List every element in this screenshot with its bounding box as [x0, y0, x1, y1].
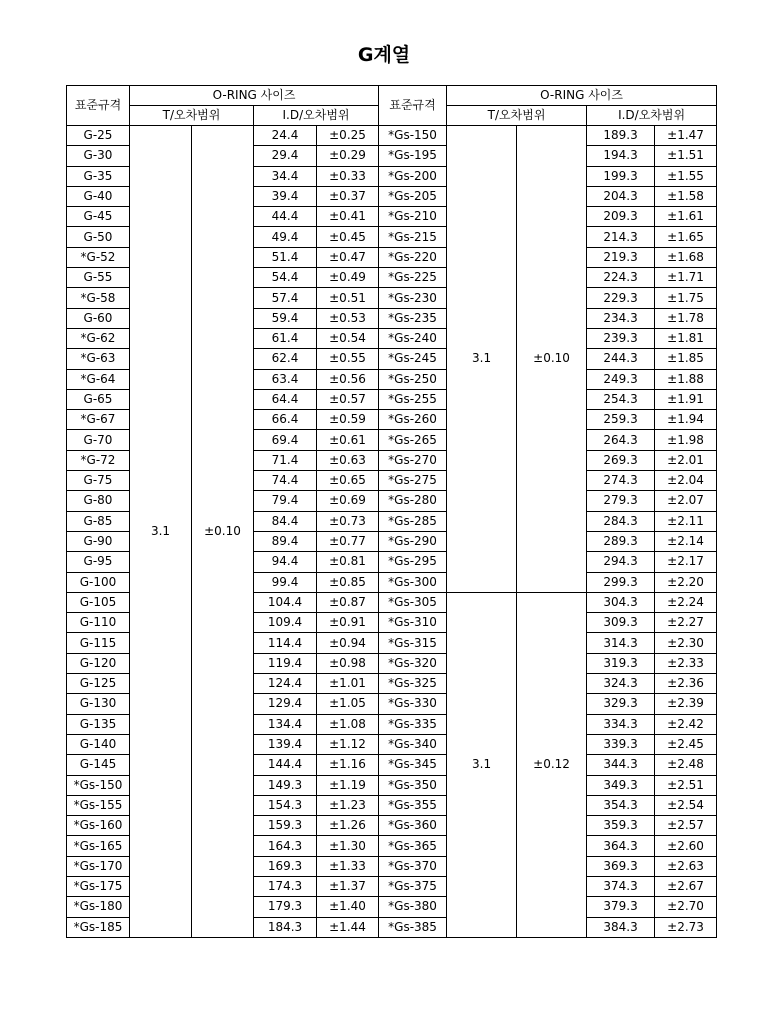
oring-header-right: O-RING 사이즈: [447, 86, 717, 106]
std-header-left: 표준규격: [67, 86, 130, 126]
id-tol-left: ±0.85: [317, 572, 379, 592]
header-row-1: [67, 86, 717, 106]
std-right: *Gs-300: [379, 572, 447, 592]
std-left: G-135: [67, 714, 130, 734]
id-tol-left: ±0.65: [317, 471, 379, 491]
id-tol-left: ±0.47: [317, 247, 379, 267]
oring-header-left: O-RING 사이즈: [130, 86, 379, 106]
std-right: *Gs-290: [379, 531, 447, 551]
id-right: 354.3: [587, 795, 655, 815]
std-left: *Gs-155: [67, 795, 130, 815]
id-tol-right: ±1.58: [655, 186, 717, 206]
std-left: G-25: [67, 126, 130, 146]
id-right: 329.3: [587, 694, 655, 714]
id-right: 204.3: [587, 186, 655, 206]
thickness-tol-right: ±0.12: [517, 592, 587, 937]
id-tol-right: ±1.55: [655, 166, 717, 186]
std-left: G-145: [67, 755, 130, 775]
id-tol-right: ±2.57: [655, 816, 717, 836]
id-right: 234.3: [587, 308, 655, 328]
id-tol-left: ±0.33: [317, 166, 379, 186]
id-left: 66.4: [254, 410, 317, 430]
id-left: 61.4: [254, 328, 317, 348]
id-tol-right: ±1.88: [655, 369, 717, 389]
std-left: G-65: [67, 389, 130, 409]
id-right: 219.3: [587, 247, 655, 267]
id-left: 71.4: [254, 450, 317, 470]
std-left: *G-72: [67, 450, 130, 470]
id-left: 89.4: [254, 531, 317, 551]
id-right: 279.3: [587, 491, 655, 511]
std-right: *Gs-365: [379, 836, 447, 856]
id-left: 129.4: [254, 694, 317, 714]
id-tol-left: ±0.61: [317, 430, 379, 450]
id-left: 54.4: [254, 268, 317, 288]
id-tol-right: ±1.75: [655, 288, 717, 308]
std-left: G-130: [67, 694, 130, 714]
id-right: 349.3: [587, 775, 655, 795]
std-right: *Gs-275: [379, 471, 447, 491]
id-tol-left: ±1.05: [317, 694, 379, 714]
std-left: *Gs-175: [67, 876, 130, 896]
id-right: 259.3: [587, 410, 655, 430]
std-right: *Gs-150: [379, 126, 447, 146]
id-tol-right: ±2.67: [655, 876, 717, 896]
id-tol-right: ±1.78: [655, 308, 717, 328]
std-right: *Gs-340: [379, 734, 447, 754]
std-right: *Gs-210: [379, 207, 447, 227]
std-left: G-45: [67, 207, 130, 227]
std-left: G-100: [67, 572, 130, 592]
std-left: G-105: [67, 592, 130, 612]
id-tol-left: ±0.56: [317, 369, 379, 389]
id-left: 51.4: [254, 247, 317, 267]
id-left: 124.4: [254, 674, 317, 694]
id-left: 69.4: [254, 430, 317, 450]
id-tol-right: ±2.54: [655, 795, 717, 815]
oring-spec-table: [66, 85, 717, 938]
id-tol-left: ±1.40: [317, 897, 379, 917]
id-right: 264.3: [587, 430, 655, 450]
id-tol-left: ±1.23: [317, 795, 379, 815]
std-right: *Gs-220: [379, 247, 447, 267]
id-tol-right: ±2.24: [655, 592, 717, 612]
std-right: *Gs-370: [379, 856, 447, 876]
id-left: 159.3: [254, 816, 317, 836]
std-right: *Gs-325: [379, 674, 447, 694]
id-left: 57.4: [254, 288, 317, 308]
id-tol-right: ±2.17: [655, 552, 717, 572]
thickness-right: 3.1: [447, 126, 517, 593]
id-tol-left: ±0.29: [317, 146, 379, 166]
id-tol-left: ±0.63: [317, 450, 379, 470]
id-tol-right: ±1.51: [655, 146, 717, 166]
id-tol-right: ±1.71: [655, 268, 717, 288]
id-left: 49.4: [254, 227, 317, 247]
std-right: *Gs-265: [379, 430, 447, 450]
std-right: *Gs-355: [379, 795, 447, 815]
id-right: 359.3: [587, 816, 655, 836]
id-left: 34.4: [254, 166, 317, 186]
std-right: *Gs-320: [379, 653, 447, 673]
id-tol-left: ±0.45: [317, 227, 379, 247]
id-tol-right: ±2.51: [655, 775, 717, 795]
id-left: 59.4: [254, 308, 317, 328]
id-left: 119.4: [254, 653, 317, 673]
std-left: G-30: [67, 146, 130, 166]
std-left: *G-58: [67, 288, 130, 308]
std-right: *Gs-360: [379, 816, 447, 836]
id-tol-left: ±1.08: [317, 714, 379, 734]
id-left: 154.3: [254, 795, 317, 815]
std-left: *G-62: [67, 328, 130, 348]
std-right: *Gs-350: [379, 775, 447, 795]
id-tol-left: ±0.94: [317, 633, 379, 653]
id-tol-right: ±1.94: [655, 410, 717, 430]
std-right: *Gs-225: [379, 268, 447, 288]
id-right: 189.3: [587, 126, 655, 146]
id-tol-left: ±1.16: [317, 755, 379, 775]
std-right: *Gs-215: [379, 227, 447, 247]
id-tol-left: ±0.25: [317, 126, 379, 146]
id-left: 44.4: [254, 207, 317, 227]
id-tol-left: ±0.77: [317, 531, 379, 551]
id-right: 239.3: [587, 328, 655, 348]
std-left: G-140: [67, 734, 130, 754]
id-tol-left: ±0.73: [317, 511, 379, 531]
id-left: 94.4: [254, 552, 317, 572]
id-right: 289.3: [587, 531, 655, 551]
std-right: *Gs-270: [379, 450, 447, 470]
std-left: G-90: [67, 531, 130, 551]
id-tol-right: ±2.01: [655, 450, 717, 470]
id-tol-right: ±1.61: [655, 207, 717, 227]
id-right: 299.3: [587, 572, 655, 592]
std-left: *G-67: [67, 410, 130, 430]
id-left: 114.4: [254, 633, 317, 653]
std-right: *Gs-375: [379, 876, 447, 896]
std-left: G-70: [67, 430, 130, 450]
id-tol-left: ±0.54: [317, 328, 379, 348]
id-tol-left: ±0.53: [317, 308, 379, 328]
id-left: 62.4: [254, 349, 317, 369]
id-left: 84.4: [254, 511, 317, 531]
std-left: *G-64: [67, 369, 130, 389]
id-tol-right: ±1.68: [655, 247, 717, 267]
thickness-tol-left: ±0.10: [192, 126, 254, 938]
id-left: 174.3: [254, 876, 317, 896]
id-tol-right: ±2.36: [655, 674, 717, 694]
id-tol-left: ±0.69: [317, 491, 379, 511]
std-right: *Gs-315: [379, 633, 447, 653]
std-left: *Gs-160: [67, 816, 130, 836]
id-tol-right: ±1.98: [655, 430, 717, 450]
id-tol-left: ±0.59: [317, 410, 379, 430]
id-tol-right: ±1.47: [655, 126, 717, 146]
id-right: 369.3: [587, 856, 655, 876]
id-tol-right: ±1.85: [655, 349, 717, 369]
id-tol-right: ±1.65: [655, 227, 717, 247]
id-right: 209.3: [587, 207, 655, 227]
id-tol-left: ±1.19: [317, 775, 379, 795]
t-tol-header-right: T/오차범위: [447, 106, 587, 126]
id-right: 309.3: [587, 613, 655, 633]
id-right: 339.3: [587, 734, 655, 754]
id-tol-right: ±2.60: [655, 836, 717, 856]
std-right: *Gs-205: [379, 186, 447, 206]
std-left: G-55: [67, 268, 130, 288]
id-left: 134.4: [254, 714, 317, 734]
id-right: 244.3: [587, 349, 655, 369]
id-right: 284.3: [587, 511, 655, 531]
std-left: *G-63: [67, 349, 130, 369]
id-left: 64.4: [254, 389, 317, 409]
table-body: [67, 86, 717, 938]
id-tol-left: ±0.51: [317, 288, 379, 308]
id-tol-left: ±1.26: [317, 816, 379, 836]
std-left: G-40: [67, 186, 130, 206]
std-right: *Gs-245: [379, 349, 447, 369]
std-left: *Gs-185: [67, 917, 130, 937]
std-right: *Gs-200: [379, 166, 447, 186]
std-right: *Gs-295: [379, 552, 447, 572]
std-header-right: 표준규격: [379, 86, 447, 126]
id-left: 39.4: [254, 186, 317, 206]
id-tol-right: ±2.42: [655, 714, 717, 734]
t-tol-header-left: T/오차범위: [130, 106, 254, 126]
id-tol-left: ±1.12: [317, 734, 379, 754]
id-tol-left: ±0.49: [317, 268, 379, 288]
id-tol-right: ±2.70: [655, 897, 717, 917]
std-right: *Gs-305: [379, 592, 447, 612]
id-right: 224.3: [587, 268, 655, 288]
std-right: *Gs-310: [379, 613, 447, 633]
std-right: *Gs-335: [379, 714, 447, 734]
id-tol-left: ±0.37: [317, 186, 379, 206]
id-right: 324.3: [587, 674, 655, 694]
id-tol-left: ±0.41: [317, 207, 379, 227]
id-left: 24.4: [254, 126, 317, 146]
id-tol-right: ±2.30: [655, 633, 717, 653]
id-tol-right: ±2.33: [655, 653, 717, 673]
std-left: G-75: [67, 471, 130, 491]
id-left: 139.4: [254, 734, 317, 754]
id-tol-right: ±2.27: [655, 613, 717, 633]
std-right: *Gs-195: [379, 146, 447, 166]
std-left: *Gs-180: [67, 897, 130, 917]
id-right: 364.3: [587, 836, 655, 856]
std-left: *Gs-165: [67, 836, 130, 856]
id-tol-left: ±1.37: [317, 876, 379, 896]
thickness-right: 3.1: [447, 592, 517, 937]
std-right: *Gs-260: [379, 410, 447, 430]
id-tol-right: ±2.20: [655, 572, 717, 592]
std-left: G-85: [67, 511, 130, 531]
std-left: *Gs-170: [67, 856, 130, 876]
std-right: *Gs-285: [379, 511, 447, 531]
id-tol-right: ±1.81: [655, 328, 717, 348]
id-tol-left: ±1.33: [317, 856, 379, 876]
std-left: G-50: [67, 227, 130, 247]
id-left: 104.4: [254, 592, 317, 612]
std-right: *Gs-380: [379, 897, 447, 917]
thickness-tol-right: ±0.10: [517, 126, 587, 593]
id-right: 294.3: [587, 552, 655, 572]
id-tol-header-left: I.D/오차범위: [254, 106, 379, 126]
std-left: G-60: [67, 308, 130, 328]
std-right: *Gs-250: [379, 369, 447, 389]
id-right: 254.3: [587, 389, 655, 409]
id-tol-right: ±2.73: [655, 917, 717, 937]
id-left: 74.4: [254, 471, 317, 491]
std-left: G-120: [67, 653, 130, 673]
id-left: 164.3: [254, 836, 317, 856]
id-tol-left: ±1.30: [317, 836, 379, 856]
std-right: *Gs-345: [379, 755, 447, 775]
id-left: 29.4: [254, 146, 317, 166]
std-left: *Gs-150: [67, 775, 130, 795]
id-left: 99.4: [254, 572, 317, 592]
id-right: 304.3: [587, 592, 655, 612]
id-left: 63.4: [254, 369, 317, 389]
table-row: [67, 126, 717, 146]
std-left: G-35: [67, 166, 130, 186]
id-tol-right: ±2.07: [655, 491, 717, 511]
id-right: 334.3: [587, 714, 655, 734]
std-left: G-95: [67, 552, 130, 572]
id-right: 249.3: [587, 369, 655, 389]
id-tol-right: ±2.11: [655, 511, 717, 531]
std-right: *Gs-280: [379, 491, 447, 511]
id-tol-left: ±0.57: [317, 389, 379, 409]
id-tol-left: ±1.01: [317, 674, 379, 694]
id-tol-right: ±2.39: [655, 694, 717, 714]
id-tol-right: ±2.48: [655, 755, 717, 775]
id-tol-left: ±0.91: [317, 613, 379, 633]
std-left: G-80: [67, 491, 130, 511]
id-right: 344.3: [587, 755, 655, 775]
id-left: 109.4: [254, 613, 317, 633]
id-right: 214.3: [587, 227, 655, 247]
page-title: G계열: [357, 44, 411, 66]
id-tol-right: ±2.63: [655, 856, 717, 876]
id-tol-left: ±0.81: [317, 552, 379, 572]
id-tol-right: ±2.45: [655, 734, 717, 754]
std-left: G-110: [67, 613, 130, 633]
id-tol-right: ±2.04: [655, 471, 717, 491]
id-tol-right: ±1.91: [655, 389, 717, 409]
std-right: *Gs-240: [379, 328, 447, 348]
id-left: 149.3: [254, 775, 317, 795]
std-right: *Gs-330: [379, 694, 447, 714]
id-right: 319.3: [587, 653, 655, 673]
id-right: 194.3: [587, 146, 655, 166]
id-right: 269.3: [587, 450, 655, 470]
id-right: 314.3: [587, 633, 655, 653]
std-right: *Gs-255: [379, 389, 447, 409]
id-tol-header-right: I.D/오차범위: [587, 106, 717, 126]
id-tol-left: ±0.87: [317, 592, 379, 612]
std-right: *Gs-385: [379, 917, 447, 937]
std-left: G-115: [67, 633, 130, 653]
std-right: *Gs-235: [379, 308, 447, 328]
id-right: 379.3: [587, 897, 655, 917]
id-right: 274.3: [587, 471, 655, 491]
id-tol-left: ±1.44: [317, 917, 379, 937]
id-tol-left: ±0.98: [317, 653, 379, 673]
std-left: *G-52: [67, 247, 130, 267]
id-left: 184.3: [254, 917, 317, 937]
std-right: *Gs-230: [379, 288, 447, 308]
id-right: 199.3: [587, 166, 655, 186]
id-right: 374.3: [587, 876, 655, 896]
id-tol-right: ±2.14: [655, 531, 717, 551]
std-left: G-125: [67, 674, 130, 694]
id-left: 79.4: [254, 491, 317, 511]
id-right: 229.3: [587, 288, 655, 308]
thickness-left: 3.1: [130, 126, 192, 938]
id-left: 169.3: [254, 856, 317, 876]
id-left: 144.4: [254, 755, 317, 775]
id-left: 179.3: [254, 897, 317, 917]
id-right: 384.3: [587, 917, 655, 937]
id-tol-left: ±0.55: [317, 349, 379, 369]
